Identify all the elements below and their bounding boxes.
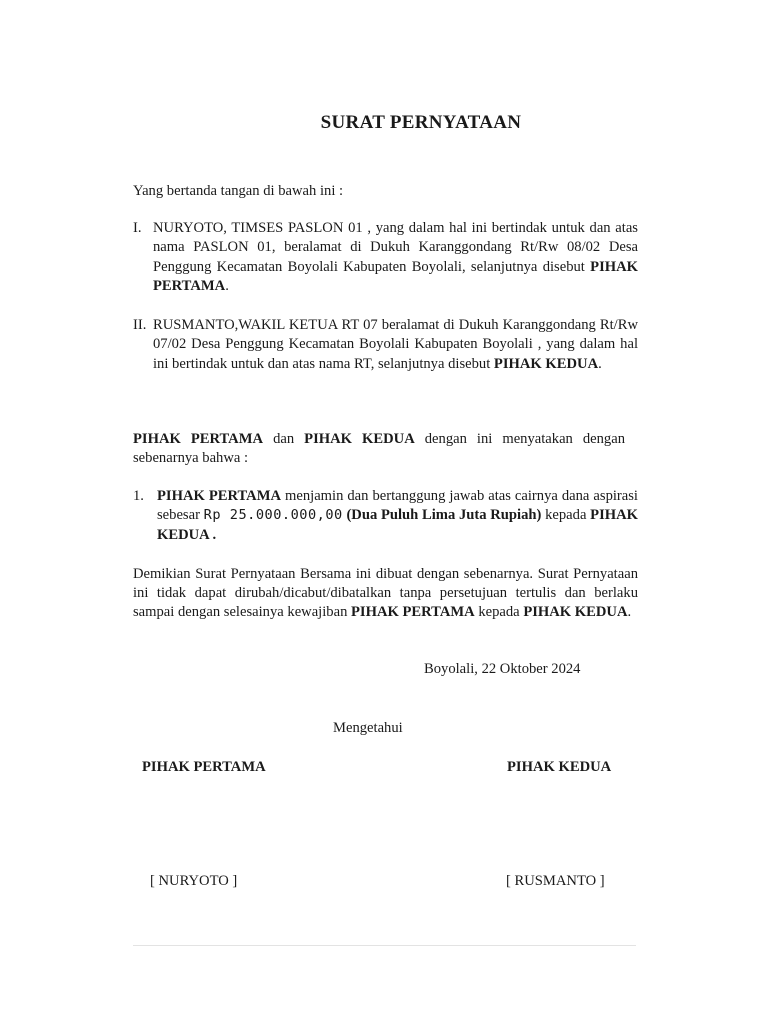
intro-text: Yang bertanda tangan di bawah ini : (133, 183, 344, 199)
statement-conj: dan (263, 431, 305, 447)
party-two-numeral: II. (133, 317, 147, 333)
party-two-end: . (598, 355, 602, 372)
statement-text: dengan ini menyatakan dengan sebenarnya bahwa : (133, 431, 626, 466)
point-one-amount: Rp 25.000.000,00 (203, 507, 343, 524)
point-one-amount-words: (Dua Puluh Lima Juta Rupiah) (346, 507, 542, 524)
party-two-body (153, 316, 638, 374)
party-one-label: PIHAK PERTAMA (153, 258, 638, 294)
point-one-text-a: menjamin dan bertanggung jawab atas cairnya dana aspirasi sebesar (157, 488, 638, 524)
point-one-label: PIHAK PERTAMA (157, 488, 282, 504)
party-one-numeral: I. (133, 220, 142, 236)
party-two-label: PIHAK KEDUA (493, 355, 599, 372)
party-one-text: NURYOTO, TIMSES PASLON 01 , yang dalam hal ini bertindak untuk dan atas nama PASLON 01, beralamat di Dukuh Karanggondang Rt/Rw 08/02 Desa Penggung Kecamatan Boyolali Kabupaten Boyolali, selanjutnya disebut (153, 220, 638, 275)
point-one-paragraph (133, 487, 638, 545)
party-one-body (153, 219, 638, 296)
point-one-number: 1. (133, 488, 144, 504)
point-one-text-b: kepada (541, 507, 591, 524)
place-date: Boyolali, 22 Oktober 2024 (424, 661, 581, 677)
signature-name-left: [ NURYOTO ] (150, 873, 238, 889)
closing-end: . (627, 604, 632, 620)
party-one-end: . (225, 277, 229, 294)
closing-paragraph (133, 565, 638, 622)
point-one-recipient: PIHAK KEDUA . (157, 507, 638, 543)
closing-text-b: kepada (474, 604, 524, 620)
closing-text-a: Demikian Surat Pernyataan Bersama ini dibuat dengan sebenarnya. Surat Pernyataan ini tidak dapat dirubah/dicabut/dibatalkan tanpa persetujuan tertulis dan berlaku sampai dengan selesainya kewajiban (133, 566, 638, 620)
signature-title-left: PIHAK PERTAMA (142, 759, 266, 775)
statement-label-one: PIHAK PERTAMA (133, 431, 264, 447)
point-one-body (157, 487, 638, 545)
statement-label-two: PIHAK KEDUA (304, 431, 415, 447)
closing-label-one: PIHAK PERTAMA (351, 604, 475, 620)
acknowledged-label: Mengetahui (333, 720, 403, 736)
signature-title-right: PIHAK KEDUA (507, 759, 612, 775)
statement-paragraph (133, 430, 625, 468)
party-two-paragraph (133, 316, 638, 374)
closing-label-two: PIHAK KEDUA (523, 604, 628, 620)
page-divider (133, 945, 636, 946)
document-title: SURAT PERNYATAAN (320, 112, 522, 133)
party-two-text: RUSMANTO,WAKIL KETUA RT 07 beralamat di Dukuh Karanggondang Rt/Rw 07/02 Desa Penggung Kecamatan Boyolali Kabupaten Boyolali , yang dalam hal ini bertindak untuk dan atas nama RT, selanjutnya disebut (153, 317, 638, 372)
party-one-paragraph (133, 219, 638, 296)
signature-name-right: [ RUSMANTO ] (506, 873, 605, 889)
